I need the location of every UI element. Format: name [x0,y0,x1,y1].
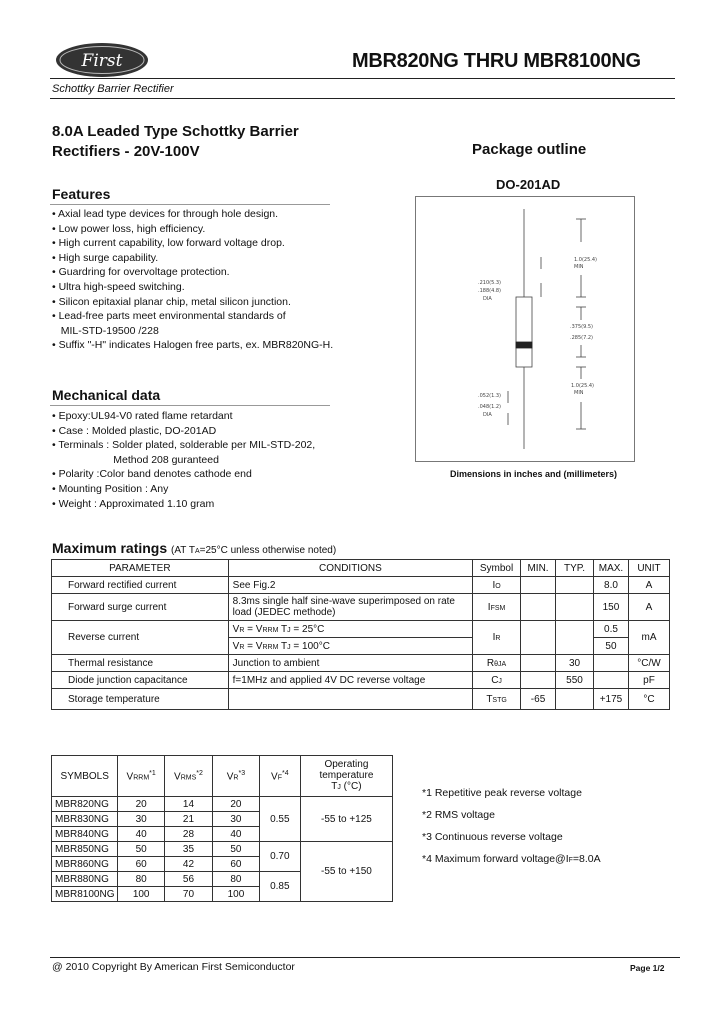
company-logo [55,42,149,78]
list-item: • Guardring for overvoltage protection. [52,266,230,279]
col-header: MAX. [593,560,628,577]
package-drawing-frame [415,196,635,462]
diode-body [516,297,532,367]
list-item: • High surge capability. [52,251,159,264]
symbols-table [51,755,393,902]
copyright-text: @ 2010 Copyright By American First Semiconductor [52,961,295,973]
table-header-row [52,560,670,577]
dim-label: MIN [574,264,584,270]
col-header: VRRM$^{*1}$ [118,756,164,797]
list-item: • Polarity :Color band denotes cathode end [52,468,252,481]
col-header: PARAMETER [52,560,229,577]
subtitle-rule [50,98,675,99]
dim-label: .210(5.3) [478,280,501,286]
table-row: MBR850NG 50 35 50 0.70 -55 to +150 [52,842,393,857]
list-item: • Terminals : Solder plated, solderable per MIL-STD-202, [52,439,316,452]
list-item: • Case : Molded plastic, DO-201AD [52,424,217,437]
table-row: MBR840NG 40 28 40 [52,827,393,842]
list-item: • Mounting Position : Any [52,482,169,495]
dim-label: .375(9.5) [570,324,593,330]
col-header: TYP. [556,560,594,577]
col-header: Operating temperature TJ (°C) [300,756,392,797]
table-row: Forward rectified current See Fig.2 IO 8.0 A [52,577,670,594]
mechanical-list [52,409,315,511]
list-item: • Lead-free parts meet environmental standards of [52,310,286,323]
table-row: Forward surge current 8.3ms single half sine-wave superimposed on rate load (JEDEC methode) IFSM 150 A [52,594,670,621]
list-item: Method 208 guranteed [52,453,219,466]
dim-label: MIN [574,390,584,396]
dim-label: 1.0(25.4) [574,257,597,263]
table-row: VR = VRRM TJ = 100°C 50 [52,638,670,655]
cathode-band [516,342,532,348]
table-row: MBR830NG 30 21 30 [52,812,393,827]
list-item: *1 Repetitive peak reverse voltage [422,787,582,799]
list-item: • Axial lead type devices for through hole design. [52,208,279,220]
col-header: VF$^{*4}$ [259,756,300,797]
document-subtitle: Schottky Barrier Rectifier [52,83,174,95]
col-header: UNIT [628,560,669,577]
dim-label: .048(1.2) [478,404,501,410]
product-heading-line2: Rectifiers - 20V-100V [52,143,200,160]
list-item: • Low power loss, high efficiency. [52,222,206,235]
dim-label: 1.0(25.4) [571,383,594,389]
features-rule [50,204,330,205]
table-row: Reverse current VR = VRRM TJ = 25°C IR 0.5 mA [52,621,670,638]
col-header: MIN. [521,560,556,577]
mechanical-title: Mechanical data [52,387,161,403]
col-header: VRMS$^{*2}$ [164,756,212,797]
list-item: • Weight : Approximated 1.10 gram [52,497,215,510]
package-drawing [416,197,634,461]
package-outline-title: Package outline [472,141,587,158]
col-header: CONDITIONS [228,560,472,577]
table-row: MBR820NG 20 14 20 0.55 -55 to +125 [52,797,393,812]
list-item: • High current capability, low forward voltage drop. [52,237,285,250]
list-item: MIL-STD-19500 /228 [52,324,159,337]
table-row: MBR860NG 60 42 60 [52,857,393,872]
dim-label: DIA [483,412,492,418]
part-title: MBR820NG THRU MBR8100NG [352,50,641,72]
list-item: *2 RMS voltage [422,809,495,821]
dim-label: .188(4.8) [478,288,501,294]
list-item: • Silicon epitaxial planar chip, metal silicon junction. [52,295,291,308]
list-item: *4 Maximum forward voltage@IF=8.0A [422,853,601,865]
col-header: SYMBOLS [52,756,118,797]
mechanical-rule [50,405,330,406]
table-header-row [52,756,393,797]
max-ratings-title [52,540,336,556]
list-item: • Suffix "-H" indicates Halogen free parts, ex. MBR820NG-H. [52,339,334,352]
col-header: Symbol [473,560,521,577]
table-row: Diode junction capacitance f=1MHz and applied 4V DC reverse voltage CJ 550 pF [52,672,670,689]
page-number: Page 1/2 [630,963,665,973]
features-list [52,207,333,353]
table-row: Thermal resistance Junction to ambient RθJA 30 °C/W [52,655,670,672]
dimension-caption: Dimensions in inches and (millimeters) [450,469,618,479]
dim-label: DIA [483,296,492,302]
product-heading-line1: 8.0A Leaded Type Schottky Barrier [52,123,299,140]
list-item: • Epoxy:UL94-V0 rated flame retardant [52,410,233,422]
footnotes-list [422,782,601,872]
max-ratings-table [51,559,670,710]
dim-label: .052(1.3) [478,393,501,399]
col-header: VR$^{*3}$ [213,756,260,797]
logo-text: First [81,51,123,71]
list-item: • Ultra high-speed switching. [52,280,185,293]
table-row: MBR880NG 80 56 80 0.85 [52,872,393,887]
dim-label: .285(7.2) [570,335,593,341]
list-item: *3 Continuous reverse voltage [422,831,563,843]
table-row: MBR8100NG 100 70 100 [52,887,393,902]
footer-rule [50,957,680,958]
features-title: Features [52,186,111,202]
max-ratings-note: (AT TA=25°C unless otherwise noted) [171,545,337,556]
max-ratings-heading: Maximum ratings [52,540,168,556]
product-heading [52,122,299,162]
package-name: DO-201AD [496,177,561,192]
header-rule [50,78,675,79]
table-row: Storage temperature TSTG -65 +175 °C [52,689,670,710]
